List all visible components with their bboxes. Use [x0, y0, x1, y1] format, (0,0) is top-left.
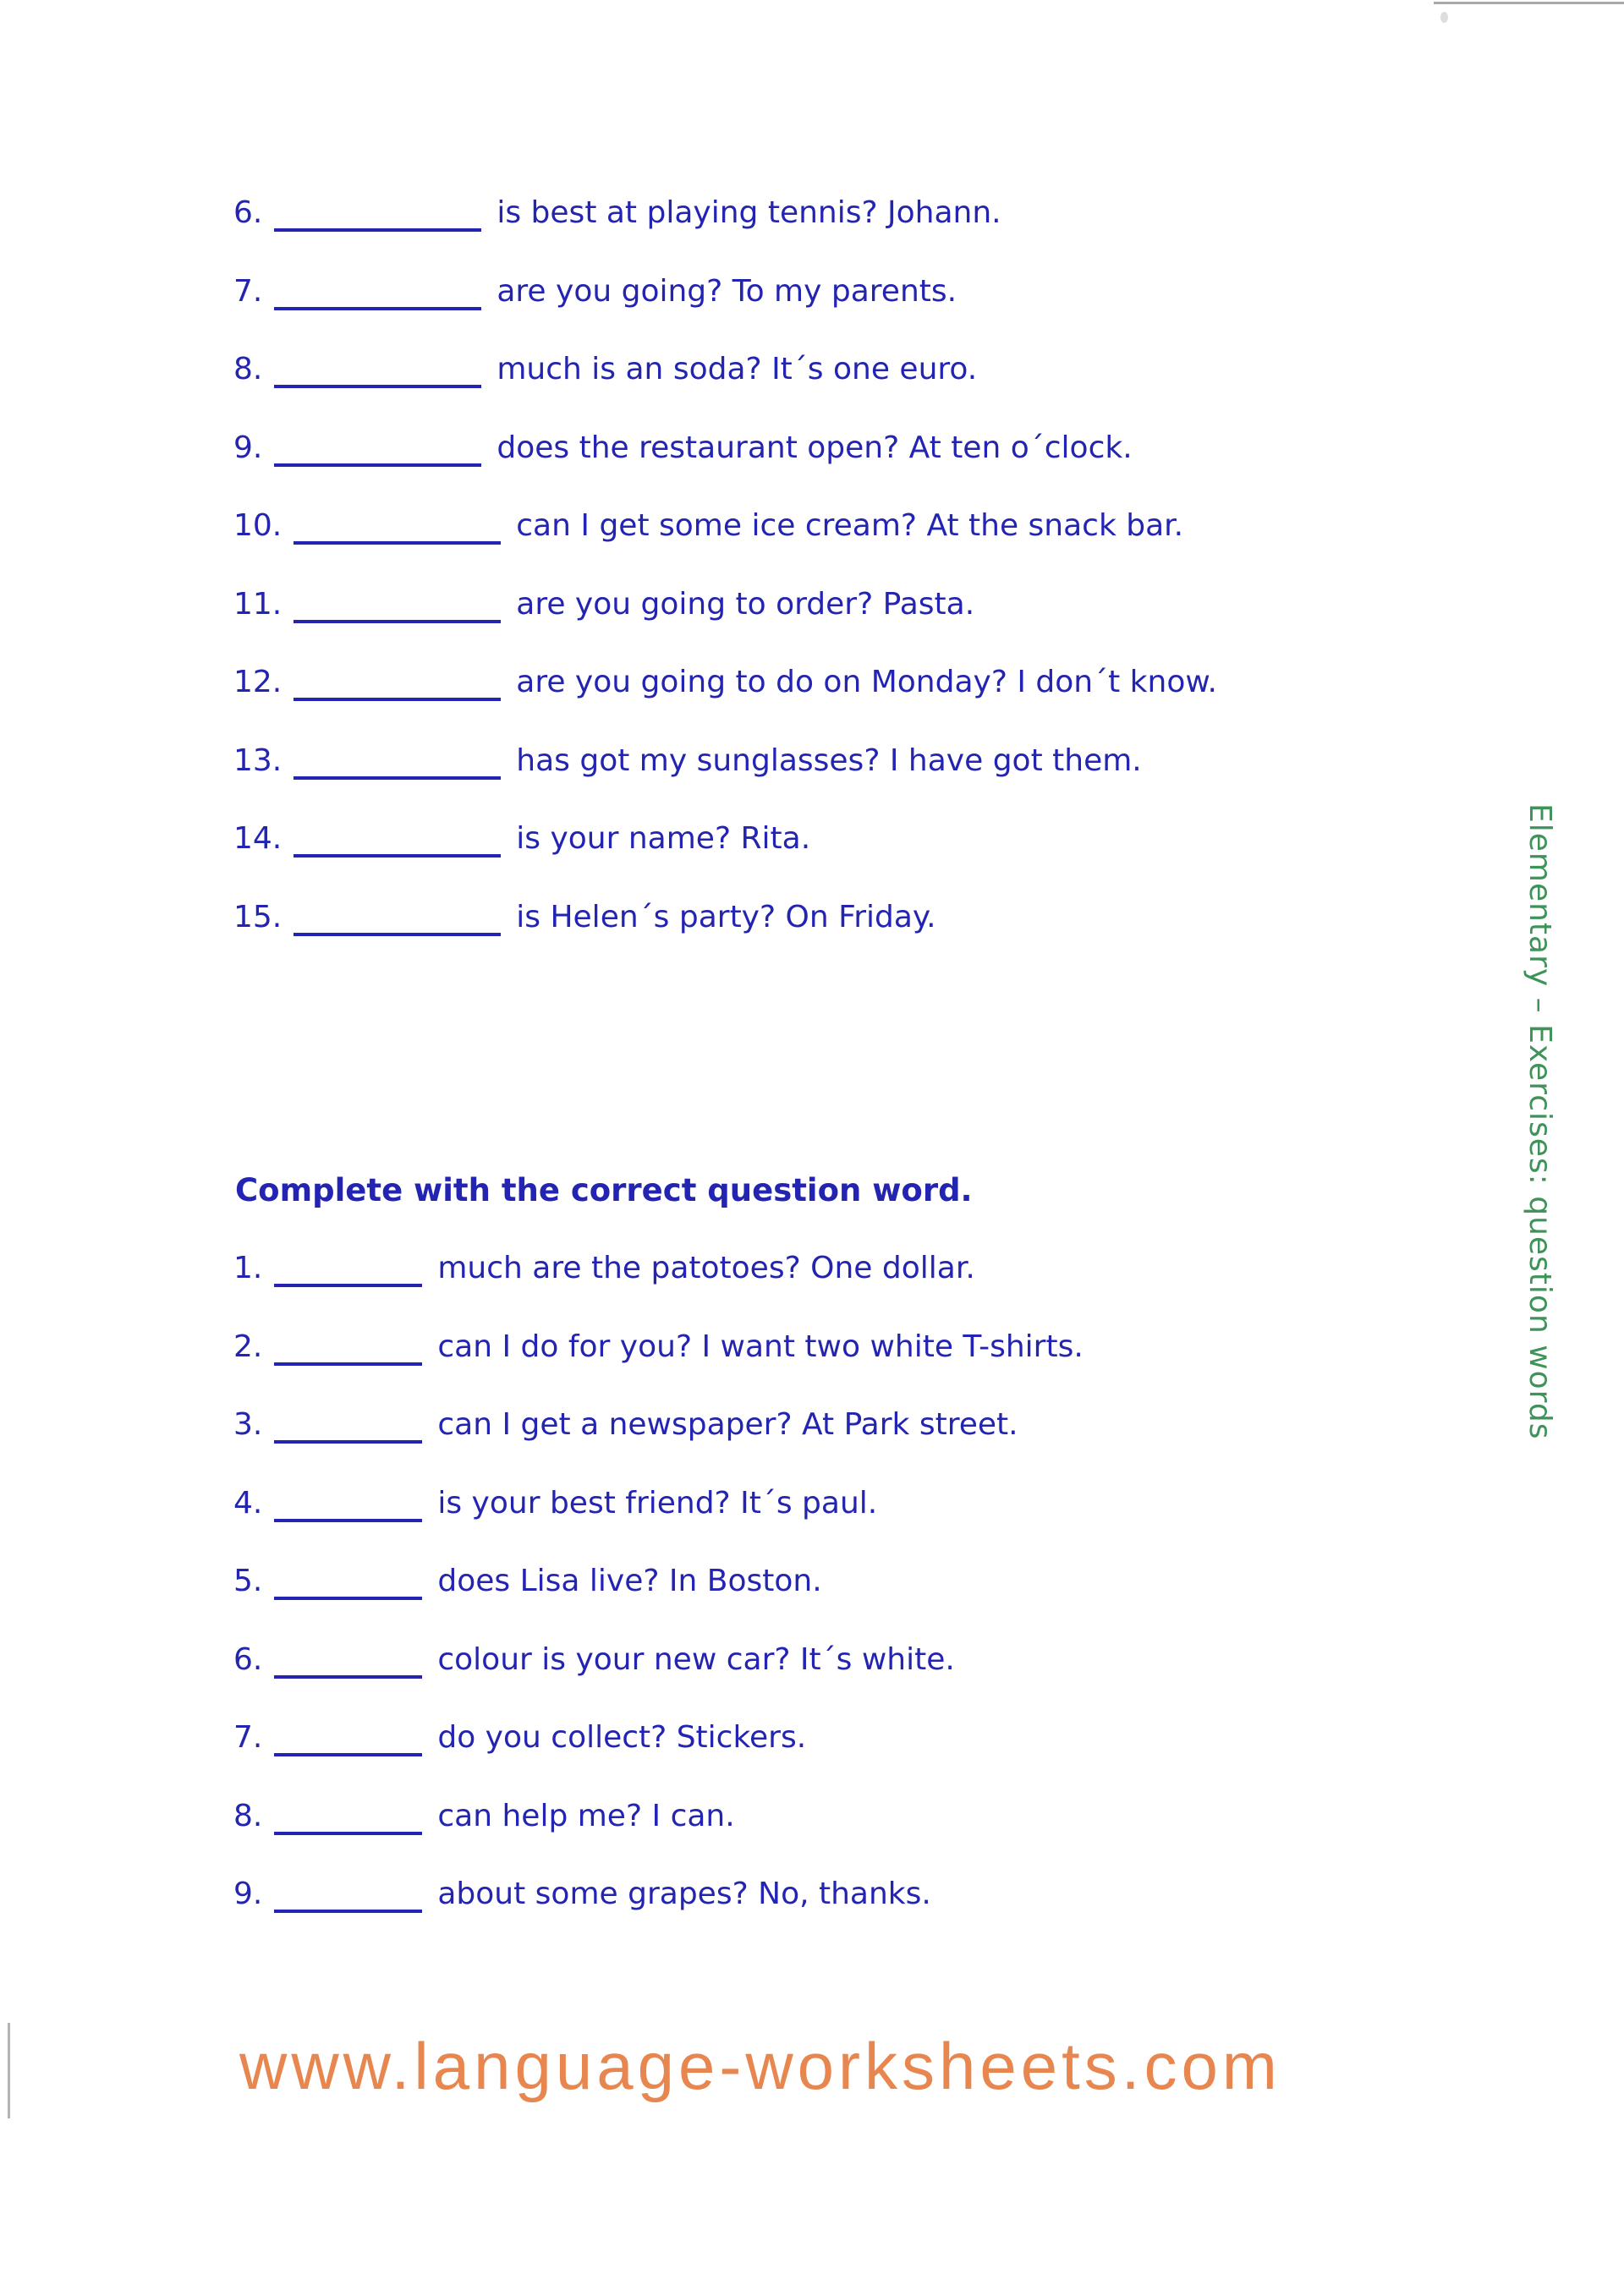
scan-artifact-smudge — [1440, 12, 1448, 23]
item-text: much is an soda? It´s one euro. — [497, 352, 978, 386]
exercise1-item-13 — [233, 722, 1217, 801]
answer-blank[interactable] — [274, 228, 481, 232]
item-number: 6. — [233, 1641, 263, 1677]
item-number: 1. — [233, 1251, 263, 1285]
item-number: 7. — [233, 273, 263, 309]
answer-blank[interactable] — [274, 1362, 422, 1366]
answer-blank[interactable] — [274, 1284, 422, 1287]
exercise1-item-8 — [233, 331, 1217, 409]
item-text: are you going? To my parents. — [497, 273, 957, 309]
item-text: is best at playing tennis? Johann. — [497, 195, 1001, 230]
item-number: 10. — [233, 508, 283, 543]
item-number: 8. — [233, 1798, 263, 1833]
exercise1-item-6 — [233, 174, 1217, 253]
answer-blank[interactable] — [274, 1440, 422, 1444]
item-number: 3. — [233, 1407, 263, 1442]
item-number: 5. — [233, 1564, 263, 1598]
exercise1-item-9 — [233, 409, 1217, 488]
item-text: does the restaurant open? At ten o´clock. — [497, 430, 1133, 465]
exercise-list-1 — [233, 174, 1217, 956]
exercise-list-2 — [233, 1230, 1084, 1934]
exercise1-item-10 — [233, 487, 1217, 566]
item-number: 9. — [233, 430, 263, 465]
exercise2-item-8 — [233, 1778, 1084, 1856]
answer-blank[interactable] — [294, 698, 501, 701]
item-text: is Helen´s party? On Friday. — [516, 899, 936, 934]
answer-blank[interactable] — [294, 933, 501, 936]
exercise1-item-12 — [233, 644, 1217, 722]
item-text: can I get some ice cream? At the snack bar. — [516, 508, 1184, 543]
item-text: has got my sunglasses? I have got them. — [516, 743, 1142, 778]
item-number: 15. — [233, 899, 283, 934]
exercise1-item-15 — [233, 879, 1217, 957]
exercise2-item-5 — [233, 1543, 1084, 1621]
item-text: can I get a newspaper? At Park street. — [437, 1407, 1018, 1442]
item-text: is your name? Rita. — [516, 821, 811, 856]
item-number: 14. — [233, 821, 283, 856]
exercise2-item-6 — [233, 1621, 1084, 1700]
answer-blank[interactable] — [274, 1597, 422, 1600]
answer-blank[interactable] — [294, 776, 501, 780]
answer-blank[interactable] — [274, 1832, 422, 1835]
answer-blank[interactable] — [274, 463, 481, 467]
item-number: 2. — [233, 1329, 263, 1364]
scan-artifact-top-line — [1434, 2, 1624, 4]
sidebar-label: Elementary – Exercises: question words — [1522, 803, 1557, 1440]
answer-blank[interactable] — [274, 307, 481, 310]
item-text: are you going to order? Pasta. — [516, 586, 975, 622]
footer-url[interactable]: www.language-worksheets.com — [239, 2029, 1281, 2103]
item-text: about some grapes? No, thanks. — [437, 1877, 931, 1911]
answer-blank[interactable] — [294, 854, 501, 858]
item-number: 8. — [233, 352, 263, 386]
answer-blank[interactable] — [274, 1910, 422, 1913]
scan-artifact-left-line — [8, 2023, 10, 2118]
exercise1-item-7 — [233, 253, 1217, 332]
answer-blank[interactable] — [294, 541, 501, 545]
exercise2-item-3 — [233, 1386, 1084, 1465]
item-text: can help me? I can. — [437, 1798, 735, 1833]
item-text: can I do for you? I want two white T-shirts. — [437, 1329, 1084, 1364]
answer-blank[interactable] — [274, 1519, 422, 1522]
item-text: does Lisa live? In Boston. — [437, 1564, 822, 1598]
exercise2-item-7 — [233, 1699, 1084, 1778]
item-number: 13. — [233, 743, 283, 778]
exercise2-item-2 — [233, 1308, 1084, 1387]
item-number: 7. — [233, 1720, 263, 1755]
item-number: 4. — [233, 1485, 263, 1521]
answer-blank[interactable] — [294, 620, 501, 623]
answer-blank[interactable] — [274, 385, 481, 388]
answer-blank[interactable] — [274, 1675, 422, 1679]
item-number: 11. — [233, 586, 283, 622]
exercise2-item-1 — [233, 1230, 1084, 1308]
exercise1-item-14 — [233, 800, 1217, 879]
item-number: 9. — [233, 1877, 263, 1911]
exercise2-item-4 — [233, 1465, 1084, 1543]
item-text: are you going to do on Monday? I don´t know. — [516, 665, 1217, 699]
item-number: 6. — [233, 195, 263, 230]
item-text: is your best friend? It´s paul. — [437, 1485, 878, 1521]
section-heading: Complete with the correct question word. — [235, 1172, 973, 1208]
exercise1-item-11 — [233, 566, 1217, 644]
item-number: 12. — [233, 665, 283, 699]
item-text: much are the patotoes? One dollar. — [437, 1251, 975, 1285]
item-text: do you collect? Stickers. — [437, 1720, 807, 1755]
item-text: colour is your new car? It´s white. — [437, 1641, 955, 1677]
exercise2-item-9 — [233, 1855, 1084, 1934]
answer-blank[interactable] — [274, 1753, 422, 1756]
